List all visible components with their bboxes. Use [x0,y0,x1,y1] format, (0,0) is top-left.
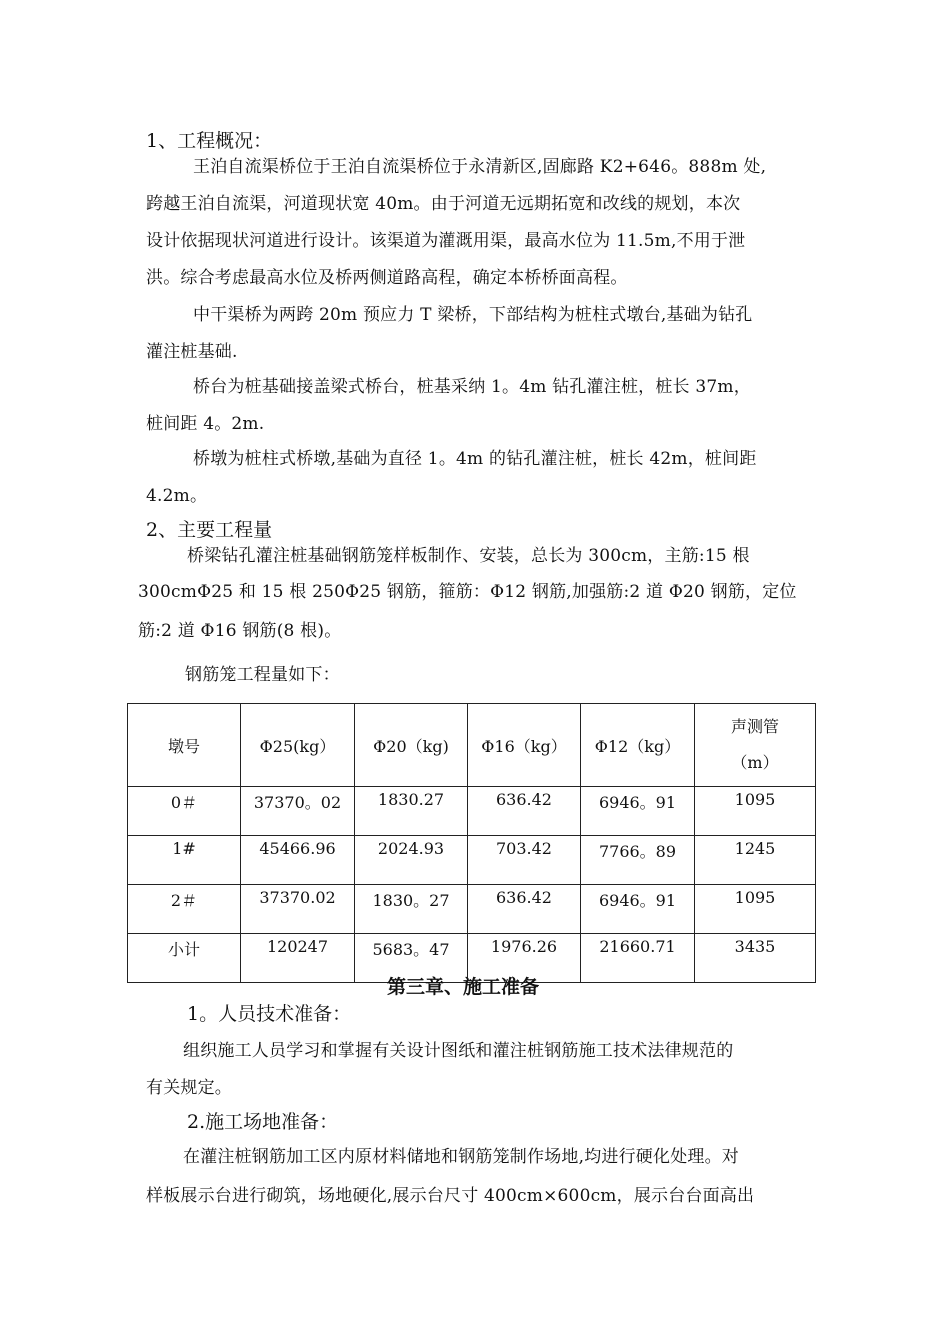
table-header: 墩号 [128,704,241,787]
paragraph-line: 中干渠桥为两跨 20m 预应力 T 梁桥，下部结构为桩柱式墩台,基础为钻孔 [193,305,753,325]
paragraph-line: 王泊自流渠桥位于王泊自流渠桥位于永清新区,固廊路 K2+646。888m 处, [193,157,767,177]
paragraph-line: 桥墩为桩柱式桥墩,基础为直径 1。4m 的钻孔灌注桩，桩长 42m，桩间距 [193,449,757,469]
section-heading-site: 2.施工场地准备： [187,1111,339,1133]
table-cell: 1830.27 [355,787,468,836]
table-cell: 21660.71 [581,934,695,983]
table-row [128,885,816,934]
table-cell: 6946。91 [581,885,695,934]
paragraph-line: 有关规定。 [146,1078,232,1098]
table-header: Φ12（kg） [581,704,695,787]
paragraph-line: 灌注桩基础. [146,342,238,362]
table-cell: 636.42 [468,787,581,836]
table-cell: 37370。02 [241,787,355,836]
table-cell: 3435 [695,934,816,983]
table-cell: 703.42 [468,836,581,885]
paragraph-line: 4.2m。 [146,486,208,506]
paragraph-line: 桩间距 4。2m. [146,414,265,434]
paragraph-line: 桥台为桩基础接盖梁式桥台，桩基采纳 1。4m 钻孔灌注桩，桩长 37m， [193,377,751,397]
table-cell: 636.42 [468,885,581,934]
paragraph-line: 样板展示台进行砌筑，场地硬化,展示台尺寸 400cm×600cm，展示台台面高出 [146,1186,755,1206]
chapter-title: 第三章、施工准备 [387,976,540,998]
table-header-line: 声测管 [730,717,779,736]
table-cell: 1245 [695,836,816,885]
table-header [695,704,816,787]
table-cell: 1976.26 [468,934,581,983]
paragraph-line: 洪。综合考虑最高水位及桥两侧道路高程，确定本桥桥面高程。 [146,268,628,288]
table-header-row [128,704,816,787]
quantity-table [127,703,816,983]
table-intro: 钢筋笼工程量如下： [185,665,340,685]
table-cell: 小计 [128,934,241,983]
table-cell: 5683。47 [355,934,468,983]
table-cell: 0＃ [128,787,241,836]
table-row [128,787,816,836]
section-heading-staff: 1。人员技术准备： [187,1003,352,1025]
table-cell: 45466.96 [241,836,355,885]
paragraph-line: 跨越王泊自流渠，河道现状宽 40m。由于河道无远期拓宽和改线的规划，本次 [146,194,741,214]
table-cell: 37370.02 [241,885,355,934]
paragraph-line: 组织施工人员学习和掌握有关设计图纸和灌注桩钢筋施工技术法律规范的 [183,1041,734,1061]
table-cell: 2024.93 [355,836,468,885]
table-cell: 1830。27 [355,885,468,934]
section-heading-overview: 1、工程概况： [146,130,273,152]
table-cell: 1095 [695,885,816,934]
section-heading-quantity: 2、主要工程量 [146,519,273,541]
table-header: Φ25(kg） [241,704,355,787]
paragraph-line: 设计依据现状河道进行设计。该渠道为灌溉用渠，最高水位为 11.5m,不用于泄 [146,231,746,251]
table-row [128,836,816,885]
table-header: Φ20（kg) [355,704,468,787]
table-cell: 2＃ [128,885,241,934]
paragraph-line: 筋:2 道 Φ16 钢筋(8 根)。 [138,621,342,641]
table-cell: 1095 [695,787,816,836]
paragraph-line: 在灌注桩钢筋加工区内原材料储地和钢筋笼制作场地,均进行硬化处理。对 [183,1147,740,1167]
table-cell: 1# [128,836,241,885]
paragraph-line: 300cmΦ25 和 15 根 250Φ25 钢筋，箍筋：Φ12 钢筋,加强筋:2 道 Φ20 钢筋，定位 [138,582,797,602]
table-cell: 120247 [241,934,355,983]
table-header-line: （m） [731,753,779,772]
table-cell: 7766。89 [581,836,695,885]
table-header: Φ16（kg） [468,704,581,787]
table-cell: 6946。91 [581,787,695,836]
paragraph-line: 桥梁钻孔灌注桩基础钢筋笼样板制作、安装，总长为 300cm，主筋:15 根 [187,546,750,566]
